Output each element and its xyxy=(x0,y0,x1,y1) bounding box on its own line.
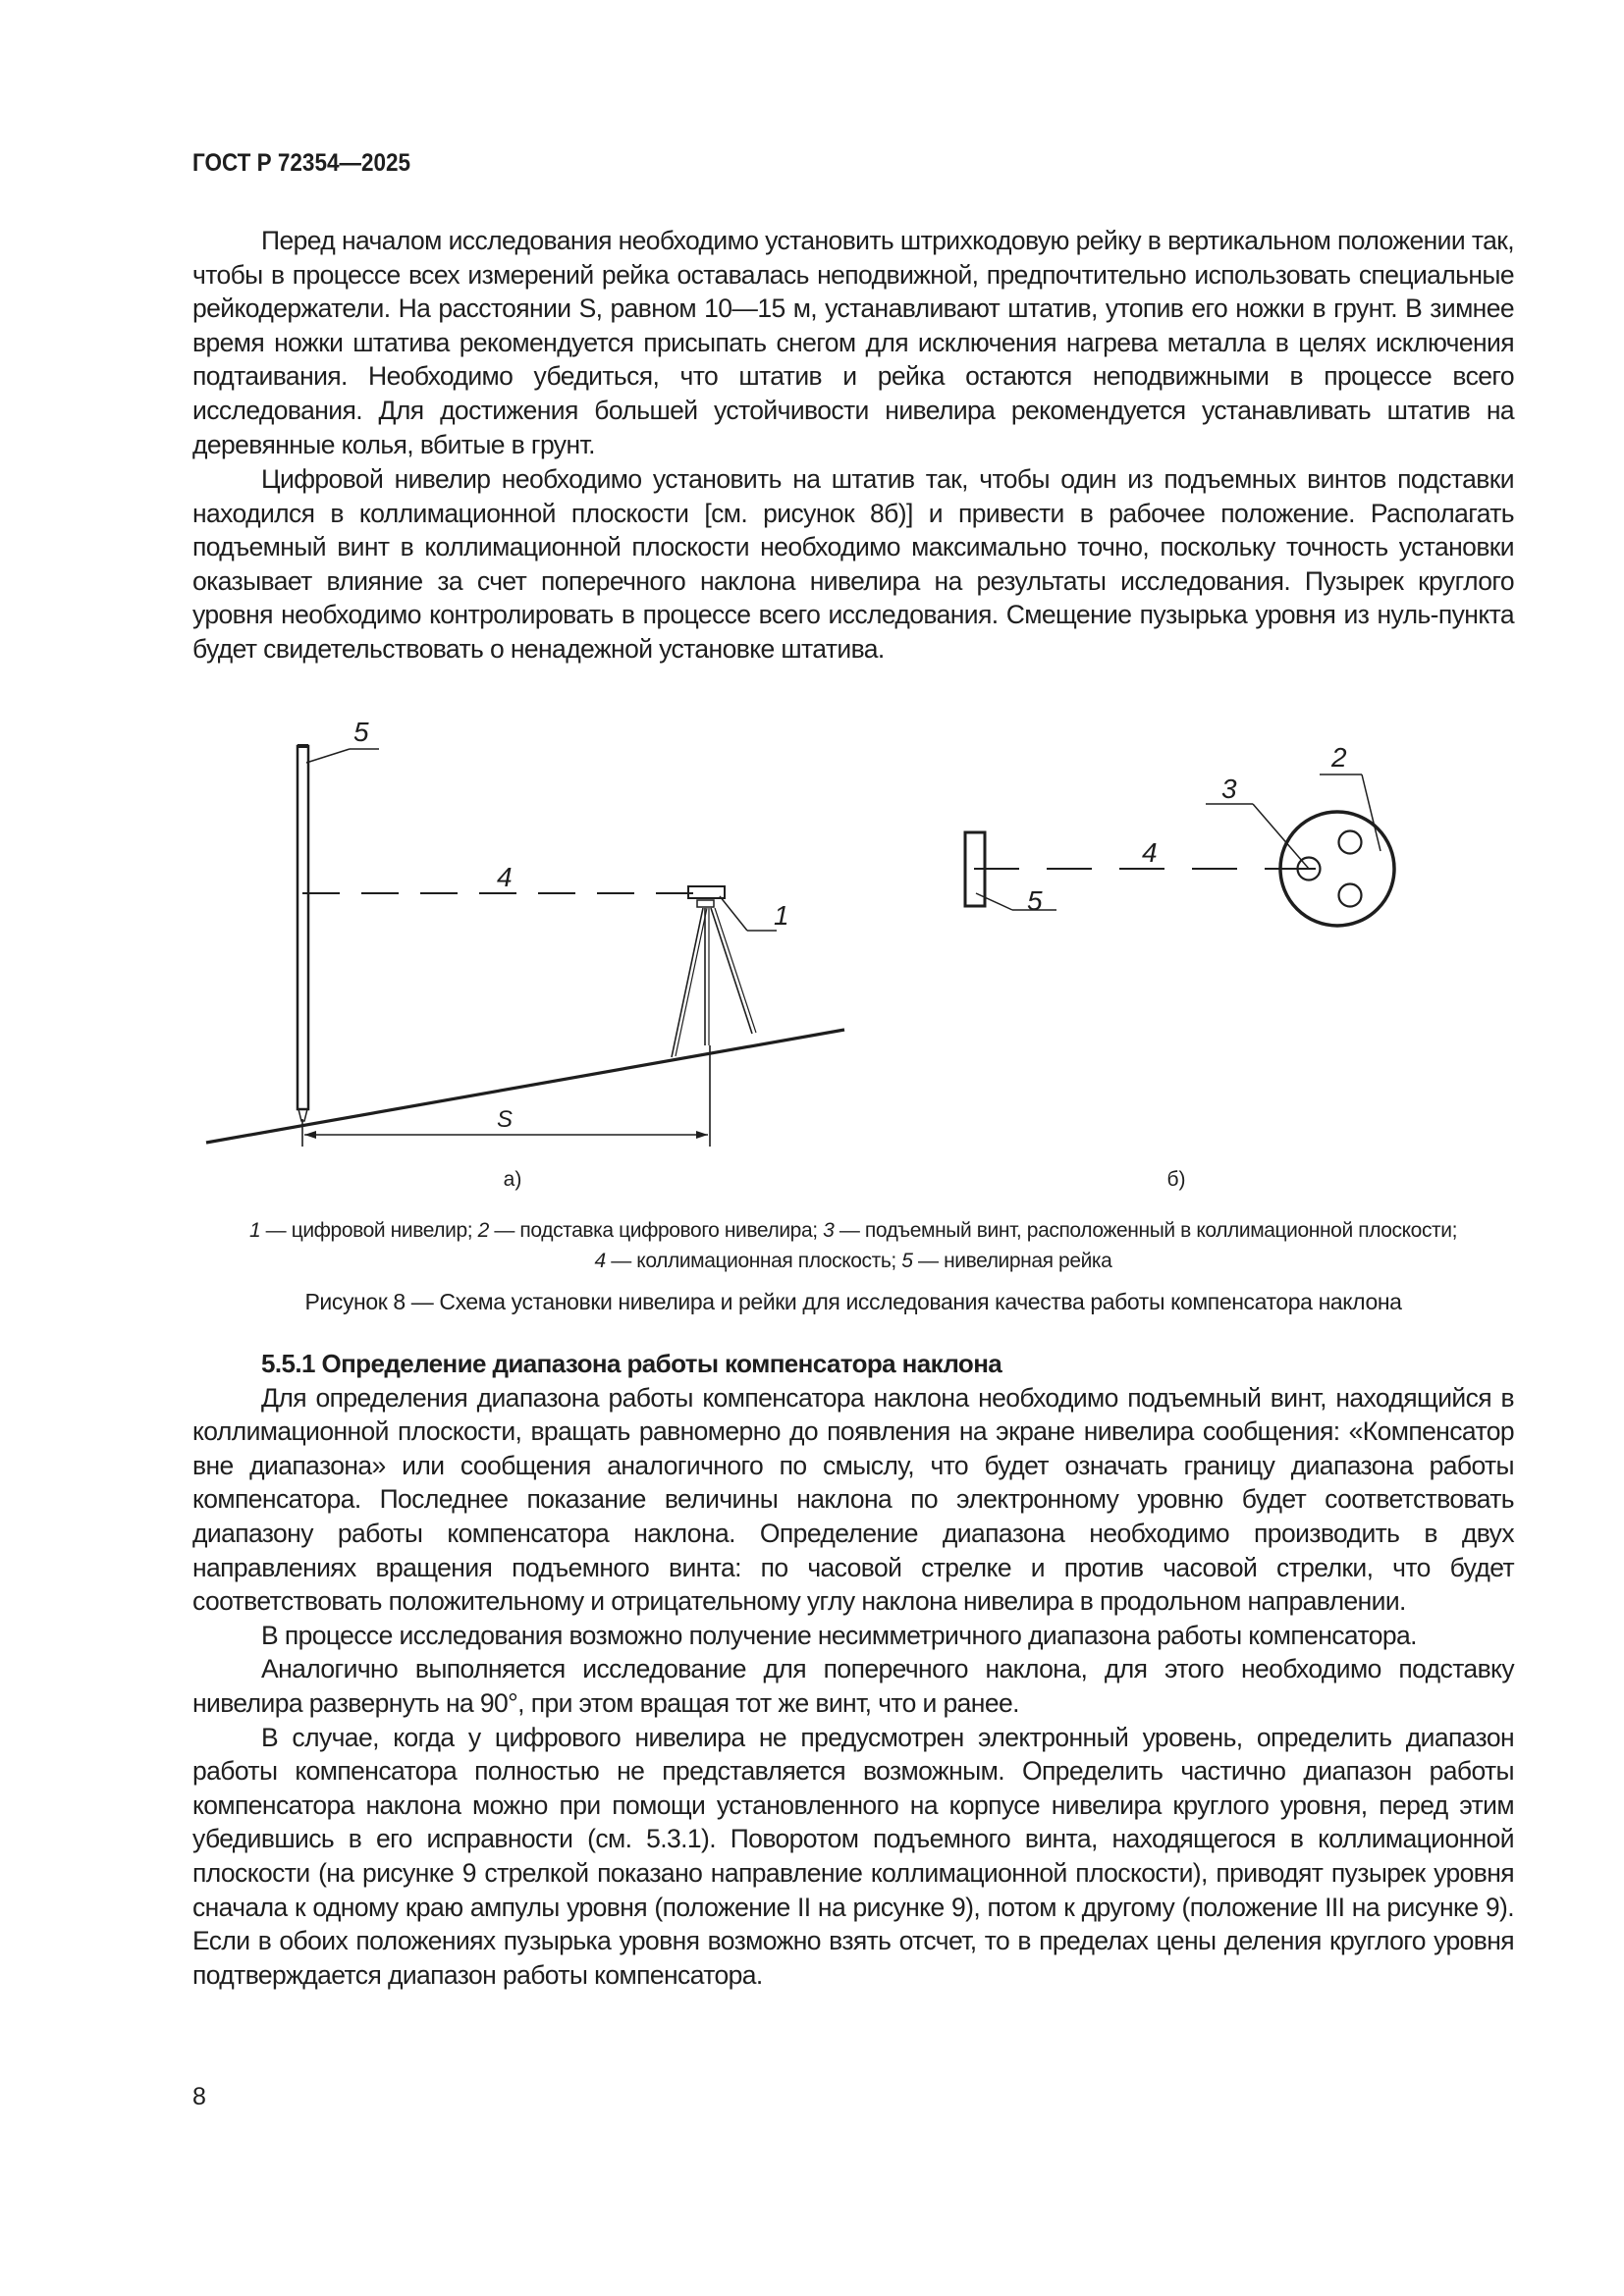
callout-5-label: 5 xyxy=(353,717,369,747)
legend-text-3: подъемный винт, расположенный в коллимационной плоскости; xyxy=(864,1219,1458,1242)
panel-b-label: б) xyxy=(1166,1168,1186,1191)
intro-paragraph-2: Цифровой нивелир необходимо установить на штатив так, чтобы один из подъемных винтов подставки находился в коллимационной плоскости [см. рисунок 8б)] и привести в рабочее положение. Располагать подъемный винт в коллимационной плоскости необходимо максимально точно, поскольку точность установки оказывает влияние за счет поперечного наклона нивелира на результаты исследования. Пузырек круглого уровня необходимо контролировать в процессе всего исследования. Смещение пузырька уровня из нуль-пункта будет свидетельствовать о ненадежной установке штатива. xyxy=(192,464,1514,664)
callout-1-label: 1 xyxy=(774,900,789,931)
arrow-left-icon xyxy=(304,1131,316,1139)
section-paragraph-3: Аналогично выполняется исследование для поперечного наклона, для этого необходимо подставку нивелира развернуть на 90°, при этом вращая тот же винт, что и ранее. xyxy=(192,1654,1514,1718)
digital-level-icon xyxy=(688,886,725,898)
legend-num-1: 1 xyxy=(248,1219,261,1242)
callout-5-b-label: 5 xyxy=(1027,885,1043,916)
section-paragraph-4: В случае, когда у цифрового нивелира не предусмотрен электронный уровень, определить диапазон работы компенсатора полностью не представляется возможным. Определить частично диапазон работы компенсатора наклона можно при помощи установленного на корпусе нивелира круглого уровня, перед этим убедившись в его исправности (см. 5.3.1). Поворотом подъемного винта, находящегося в коллимационной плоскости (на рисунке 9 стрелкой показано направление коллимационной плоскости), приводят пузырек уровня сначала к одному краю ампулы уровня (положение II на рисунке 9), потом к другому (положение III на рисунке 9). Если в обоих положениях пузырька уровня возможно взять отсчет, то в пределах цены деления круглого уровня подтверждается диапазон работы компенсатора. xyxy=(192,1722,1514,1990)
section-heading: 5.5.1 Определение диапазона работы компенсатора наклона xyxy=(261,1349,1002,1378)
legend-num-2: 2 xyxy=(477,1219,489,1242)
callout-4-label: 4 xyxy=(497,862,513,892)
figure-legend xyxy=(192,1215,1514,1276)
figure-caption: Рисунок 8 — Схема установки нивелира и рейки для исследования качества работы компенсатора наклона xyxy=(304,1289,1402,1314)
legend-text-5: нивелирная рейка xyxy=(944,1250,1112,1272)
section-paragraph-1: Для определения диапазона работы компенсатора наклона необходимо подъемный винт, находящийся в коллимационной плоскости, вращать равномерно до появления на экране нивелира сообщения: «Компенсатор вне диапазона» или сообщения аналогичного по смыслу, что будет означать границу диапазона работы компенсатора. Последнее показание величины наклона по электронному уровню будет соответствовать диапазону работы компенсатора наклона. Определение диапазона необходимо производить в двух направлениях вращения подъемного винта: по часовой стрелке и против часовой стрелки, что будет соответствовать положительному и отрицательному углу наклона нивелира в продольном направлении. xyxy=(192,1382,1514,1617)
panel-b-labels xyxy=(1027,742,1347,916)
callout-3-label: 3 xyxy=(1221,774,1237,804)
panel-a-labels xyxy=(353,717,789,1133)
page-number: 8 xyxy=(192,2083,206,2110)
panel-a-diagram xyxy=(206,744,844,1147)
distance-s-label: S xyxy=(497,1106,514,1133)
leveling-screw-icon xyxy=(1339,884,1362,907)
section-5-5-1 xyxy=(192,1347,1514,1992)
panel-a-label: а) xyxy=(503,1168,522,1191)
document-id-header: ГОСТ Р 72354—2025 xyxy=(192,149,411,177)
legend-num-4: 4 xyxy=(594,1250,606,1272)
callout-2-label: 2 xyxy=(1331,742,1347,773)
section-paragraph-2: В процессе исследования возможно получение несимметричного диапазона работы компенсатора. xyxy=(261,1620,1417,1650)
legend-text-4: коллимационная плоскость; xyxy=(636,1250,896,1272)
leveling-screw-icon xyxy=(1339,831,1362,854)
callout-4-b-label: 4 xyxy=(1142,837,1158,868)
intro-paragraph-1-block xyxy=(192,224,1514,461)
legend-line-2: 4 — коллимационная плоскость; 5 — нивелирная рейка xyxy=(594,1250,1112,1272)
arrow-right-icon xyxy=(696,1131,708,1139)
figure-8-diagram xyxy=(192,707,1514,1198)
tripod-leg xyxy=(672,908,703,1057)
leveling-rod-icon xyxy=(298,746,308,1109)
intro-paragraph-1: Перед началом исследования необходимо установить штрихкодовую рейку в вертикальном положении так, чтобы в процессе всех измерений рейка оставалась неподвижной, предпочтительно использовать специальные рейкодержатели. На расстоянии S, равном 10—15 м, устанавливают штатив, утопив его ножки в грунт. В зимнее время ножки штатива рекомендуется присыпать снегом для исключения нагрева металла в целях исключения подтаивания. Необходимо убедиться, что штатив и рейка остаются неподвижными в процессе всего исследования. Для достижения большей устойчивости нивелира рекомендуется устанавливать штатив на деревянные колья, вбитые в грунт. xyxy=(192,226,1514,459)
legend-text-1: цифровой нивелир; xyxy=(291,1219,473,1242)
legend-num-5: 5 xyxy=(901,1250,913,1272)
legend-text-2: подставка цифрового нивелира; xyxy=(519,1219,818,1242)
legend-line-1: 1 — цифровой нивелир; 2 — подставка цифрового нивелира; 3 — подъемный винт, расположенный в коллимационной плоскости; xyxy=(248,1219,1458,1242)
intro-paragraph-2-block xyxy=(192,462,1514,667)
legend-num-3: 3 xyxy=(823,1219,835,1242)
figure-8 xyxy=(192,707,1514,1198)
tripod-leg xyxy=(711,908,752,1034)
